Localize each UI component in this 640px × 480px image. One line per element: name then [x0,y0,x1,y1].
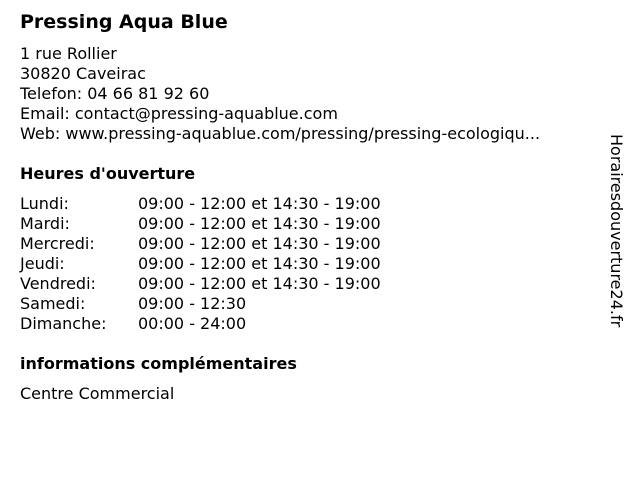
time-value: 00:00 - 24:00 [138,314,247,333]
city-address: 30820 Caveirac [20,64,146,83]
hours-row-thursday [20,254,381,274]
day-label: Lundi: [20,194,69,213]
website-link[interactable]: Web: www.pressing-aquablue.com/pressing/pressing-ecologiqu... [20,124,541,143]
day-label: Samedi: [20,294,86,313]
phone-number[interactable]: Telefon: 04 66 81 92 60 [20,84,210,103]
opening-hours-table [20,194,381,334]
hours-row-wednesday [20,234,381,254]
day-label: Mercredi: [20,234,95,253]
time-value: 09:00 - 12:00 et 14:30 - 19:00 [138,194,381,213]
hours-row-friday [20,274,381,294]
time-value: 09:00 - 12:00 et 14:30 - 19:00 [138,254,381,273]
time-value: 09:00 - 12:00 et 14:30 - 19:00 [138,214,381,233]
hours-row-monday [20,194,381,214]
additional-info-heading: informations complémentaires [20,354,297,373]
day-label: Vendredi: [20,274,96,293]
hours-row-tuesday [20,214,381,234]
day-label: Jeudi: [20,254,65,273]
street-address: 1 rue Rollier [20,44,117,63]
day-label: Dimanche: [20,314,107,333]
time-value: 09:00 - 12:00 et 14:30 - 19:00 [138,234,381,253]
address-block [20,44,540,144]
day-label: Mardi: [20,214,70,233]
additional-info-text: Centre Commercial [20,384,175,403]
hours-row-sunday [20,314,381,334]
business-name: Pressing Aqua Blue [20,11,228,33]
time-value: 09:00 - 12:30 [138,294,247,313]
time-value: 09:00 - 12:00 et 14:30 - 19:00 [138,274,381,293]
site-watermark: Horairesdouverture24.fr [607,134,626,328]
opening-hours-heading: Heures d'ouverture [20,164,196,183]
email-address[interactable]: Email: contact@pressing-aquablue.com [20,104,338,123]
hours-row-saturday [20,294,381,314]
